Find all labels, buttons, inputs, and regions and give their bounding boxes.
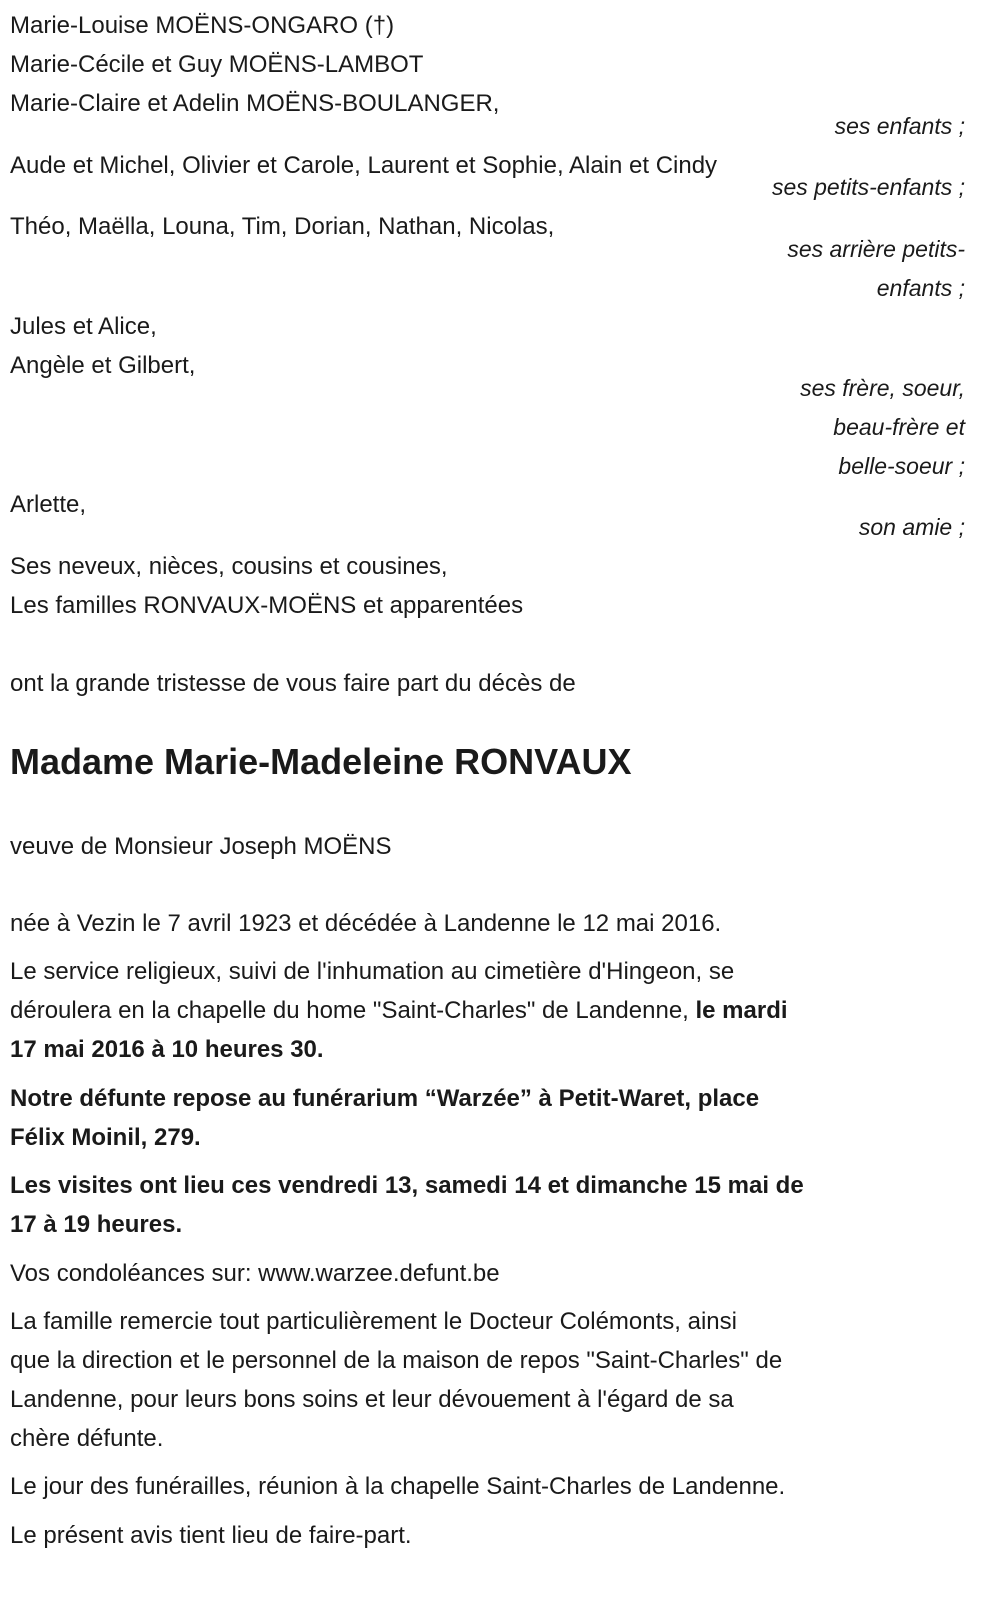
great-grandchildren-label: enfants ;: [876, 275, 965, 301]
repose-line: Notre défunte repose au funérarium “Warzée” à Petit-Waret, place: [10, 1085, 760, 1112]
service-line: Le service religieux, suivi de l'inhumation au cimetière d'Hingeon, se: [10, 958, 735, 985]
siblings-label: belle-soeur ;: [838, 453, 965, 479]
children-label: ses enfants ;: [834, 113, 965, 139]
funeral-day: Le jour des funérailles, réunion à la chapelle Saint-Charles de Landenne.: [10, 1473, 786, 1500]
friend: Arlette,: [10, 491, 87, 518]
service-line: [10, 991, 788, 1030]
great-grandchildren-label: ses arrière petits-: [787, 236, 965, 262]
thanks-line: Landenne, pour leurs bons soins et leur dévouement à l'égard de sa: [10, 1386, 734, 1413]
thanks-line: que la direction et le personnel de la maison de repos "Saint-Charles" de: [10, 1347, 783, 1374]
child-line: Marie-Louise MOËNS-ONGARO (†): [10, 12, 395, 39]
others-line: Ses neveux, nièces, cousins et cousines,: [10, 553, 448, 580]
others-line: Les familles RONVAUX-MOËNS et apparentées: [10, 592, 524, 619]
visits-line: 17 à 19 heures.: [10, 1211, 183, 1238]
thanks-line: chère défunte.: [10, 1425, 164, 1452]
birth-death: née à Vezin le 7 avril 1923 et décédée à Landenne le 12 mai 2016.: [10, 910, 722, 937]
siblings-label: beau-frère et: [833, 414, 965, 440]
condolences: Vos condoléances sur: www.warzee.defunt.be: [10, 1260, 500, 1287]
child-line: Marie-Claire et Adelin MOËNS-BOULANGER,: [10, 90, 500, 117]
notice: Le présent avis tient lieu de faire-part.: [10, 1522, 412, 1549]
grandchildren-label: ses petits-enfants ;: [771, 174, 965, 200]
announcement: ont la grande tristesse de vous faire part du décès de: [10, 670, 576, 697]
sibling-line: Jules et Alice,: [10, 313, 157, 340]
friend-label: son amie ;: [858, 514, 965, 540]
visits-line: Les visites ont lieu ces vendredi 13, samedi 14 et dimanche 15 mai de: [10, 1172, 804, 1199]
sibling-line: Angèle et Gilbert,: [10, 352, 196, 379]
child-line: Marie-Cécile et Guy MOËNS-LAMBOT: [10, 51, 424, 78]
service-date: le mardi: [695, 997, 788, 1024]
service-text: déroulera en la chapelle du home "Saint-Charles" de Landenne,: [10, 997, 696, 1024]
grandchildren: Aude et Michel, Olivier et Carole, Laurent et Sophie, Alain et Cindy: [10, 152, 718, 179]
great-grandchildren: Théo, Maëlla, Louna, Tim, Dorian, Nathan, Nicolas,: [10, 213, 555, 240]
siblings-label: ses frère, soeur,: [800, 375, 965, 401]
repose-line: Félix Moinil, 279.: [10, 1124, 201, 1151]
thanks-line: La famille remercie tout particulièrement le Docteur Colémonts, ainsi: [10, 1308, 737, 1335]
service-date-time: 17 mai 2016 à 10 heures 30.: [10, 1036, 324, 1063]
deceased-name: Madame Marie-Madeleine RONVAUX: [10, 741, 632, 782]
widow-of: veuve de Monsieur Joseph MOËNS: [10, 833, 392, 860]
